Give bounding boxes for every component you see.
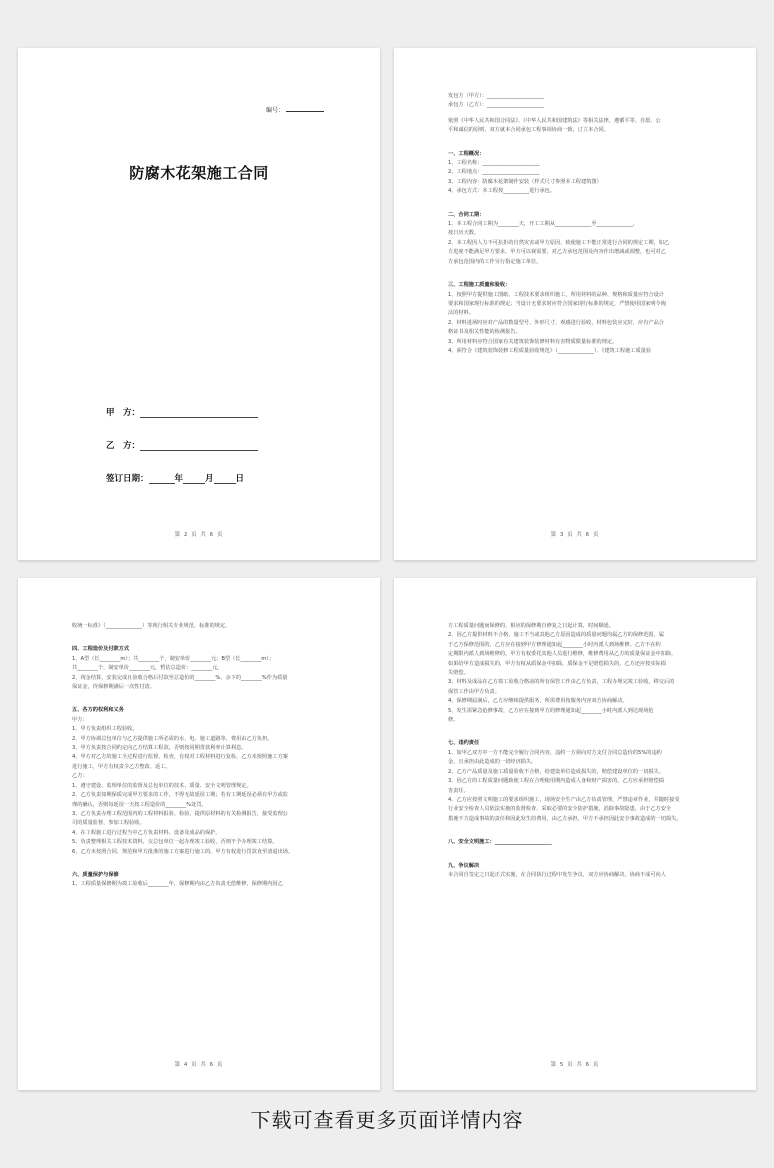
- section-heading: 三、工程施工质量和验收：: [448, 282, 511, 289]
- text-line: 1、遵守建设、监理单位的监督及总包单位的技术、质量、安全文明管理规定。: [72, 782, 252, 789]
- text-line: 如果给甲方造成损失的，甲方有权从质保金中扣除，质保金不足赔偿损失的，乙方还应按实际损: [448, 660, 666, 667]
- text-line: 4、在工程施工进行过程当中乙方负责材料、设备及成品的保护。: [72, 829, 221, 836]
- page-body: [448, 92, 716, 356]
- page-body: [72, 622, 340, 890]
- text-line: 2、材料进场时应对产品的数量型号、外形尺寸、观感进行验收，材料包装应完好，应有产品合: [448, 319, 664, 326]
- text-line: 4、保修期届满后，乙方应继续提供服务，所需费用按服务内容双方协商解决。: [448, 698, 628, 705]
- text-line: 1、工程质量保修期为竣工验收后________年，保修期内由乙方负责无偿维修，保修期内因乙: [72, 881, 283, 888]
- text-line: 2、乙方产品质量及施工质量验收不合格，给建设单位造成损失的，赔偿建设单位的一切损失。: [448, 768, 664, 775]
- text-line: 理的确认，否则每延误一天按工程造价的________%处罚。: [72, 801, 207, 808]
- contract-page-cover: [18, 48, 380, 560]
- text-line: 3、工程内容：防腐木花架制作安装（样式尺寸参照本工程建筑图）: [448, 178, 602, 185]
- text-line: 依照《中华人民共和国合同法》、《中华人民共和国建筑法》等相关法律，遵循平等、自愿、公: [448, 117, 661, 124]
- text-line: 定期限内派人到场维修的，甲方有权委托其他人员进行维修，维修费用从乙方的质量保证金中扣除，: [448, 651, 677, 658]
- page-footer: 第 3 页 共 6 页: [550, 532, 600, 538]
- contract-number: 编号：: [266, 105, 324, 114]
- text-line: 进行施工，甲方有权责令乙方整改、返工。: [72, 763, 171, 770]
- page-footer: 第 4 页 共 6 页: [174, 1062, 224, 1068]
- section-heading: 九、争议解决: [448, 862, 480, 869]
- section-heading: 六、质量保护与保修: [72, 871, 119, 878]
- text-line: 措施不力造成事故的责任和因此发生的费用，由乙方承担，甲方不承担因此安全事故造成的一切损失。: [448, 815, 682, 822]
- section-heading: 五、各方的权利和义务: [72, 707, 124, 714]
- text-line: 失赔偿。: [448, 670, 469, 677]
- text-line: 乙方：: [72, 773, 88, 780]
- text-line: 4、须符合《建筑装饰装修工程质量验收规范》（______________）、《建筑工程施工质量验: [448, 347, 652, 354]
- text-line: 1、本工程合同工期为________天，开工工期从______________至______________，: [448, 221, 639, 228]
- text-line: 方工程质量问题而保修的，相应的保修期自修复之日起计算，时间顺延。: [448, 623, 615, 629]
- text-line: 保证金，待保修期满后一次性付清。: [72, 684, 156, 691]
- text-line: 5、负责整理相关工程技术资料，交总包单位一起办理竣工验收，否则不予办理竣工结算。: [72, 839, 278, 846]
- text-line: 2、甲方协调总包单位与乙方提供施工所必需的水、电、施工道路等，费用由乙方负担。: [72, 735, 273, 742]
- text-line: 1、如甲乙双方中一方不能完全履行合同内容，违约一方须向对方支付合同总造价的5%的违约: [448, 749, 662, 756]
- text-line: 1、A型（长________m）；共________个，制安单价________元；B型（长________m）；: [72, 655, 275, 662]
- section-heading: 八、安全文明施工：______________________: [448, 839, 552, 846]
- text-line: 3、材料及成品在乙方竣工验收合格前的所有保管工作由乙方负责，工程办理完竣工验收，移交后的: [448, 679, 675, 686]
- text-line: 3、乙方负责办理工程范围内的工程材料报验、检验，提供原材料的有关检测报告，接受监理公: [72, 810, 288, 817]
- text-line: 共________个，制安单价________元，暂估总造价：________元。: [72, 665, 223, 672]
- text-line: 1、工程名称：______________________: [448, 160, 540, 167]
- text-line: 承包方（乙方）：______________________: [448, 102, 544, 109]
- text-line: 方进度不能满足甲方要求，甲方可以视需要，对乙方承包范围及内容作出增减或调整，也可对乙: [448, 249, 666, 256]
- text-line: 平和诚信的原则，双方就本合同承包工程事项协商一致，订立本合同。: [448, 127, 609, 134]
- text-line: 行业安全检查人员依法实施的监督检查，采取必要的安全防护措施，消除事故隐患，由于乙方安全: [448, 806, 672, 813]
- text-line: 2、工程地点：______________________: [448, 169, 540, 176]
- text-line: 4、承包方式：本工程按__________进行承包。: [448, 188, 556, 195]
- text-line: 3、甲方负责按合同约定向乙方结算工程款，否则按同期贷款利率计算利息。: [72, 745, 247, 752]
- text-line: 金，且承担由此造成的一切经济损失。: [448, 759, 537, 766]
- contract-page-5: [394, 578, 756, 1090]
- section-heading: 二、合同工期：: [448, 211, 485, 218]
- text-line: 汰的材料。: [448, 310, 474, 317]
- text-line: 甲方：: [72, 716, 88, 723]
- text-line: 于乙方保修范围的，乙方应在接到甲方修理通知起________小时内派人到场维修。乙方不在约: [448, 641, 661, 648]
- download-caption: 下载可查看更多页面详情内容: [250, 1108, 524, 1132]
- text-line: 3、因乙方的工程质量问题致使工程在合理使用期内造成人身和财产损害的，乙方应承担赔偿损: [448, 778, 664, 785]
- section-heading: 四、工程造价及付款方式: [72, 646, 130, 653]
- page-footer: 第 2 页 共 6 页: [174, 532, 224, 538]
- text-line: 害责任。: [448, 787, 469, 794]
- party-b-field: 乙 方：: [106, 439, 258, 451]
- text-line: 2、现金结算，安装完成且验收合格后付款至总造价的________%，余下的________%作为质量: [72, 674, 288, 681]
- party-a-field: 甲 方：: [106, 406, 258, 418]
- text-line: 方承包范围内的工作另行指定施工单位。: [448, 258, 542, 265]
- text-line: 修。: [448, 717, 459, 724]
- text-line: 格证书及相关性能的检测报告。: [448, 329, 521, 336]
- text-line: 本合同自签定之日起正式实施，在合同执行过程中发生争议，双方应协商解决，协商不成可向人: [448, 871, 666, 878]
- section-heading: 一、工程概况：: [448, 150, 485, 157]
- section-heading: 七、违约责任: [448, 740, 480, 747]
- contract-title: 防腐木花架施工合同: [129, 164, 269, 182]
- contract-page-4: [18, 578, 380, 1090]
- text-line: 4、甲方对乙方的施工全过程进行监督、检查，有权对工程材料进行复检，乙方未按照施工方案: [72, 754, 288, 761]
- text-line: 发包方（甲方）：______________________: [448, 93, 544, 99]
- text-line: 2、乙方负责如期保质完成甲方要求的工作，不得无故延误工期；若有工期延误必须有甲方或监: [72, 792, 288, 799]
- text-line: 6、乙方未按照合同、规范和甲方批准的施工方案进行施工的，甲方有权进行罚款直至清退出场。: [72, 848, 294, 855]
- text-line: 要求和国家现行标准的规定；当设计无要求时应符合国家现行标准的规定，严禁使用国家明令淘: [448, 300, 666, 307]
- text-line: 2、因乙方提供材料不合格，施工不当或其他乙方原因造成的质量问题均属乙方的保修范围，属: [448, 632, 664, 639]
- page-body: [448, 622, 716, 880]
- text-line: 收统一标准》（______________）等现行相关专业规范、标准的规定。: [72, 623, 231, 629]
- text-line: 4、乙方应按照文明施工的要求组织施工，现场安全生产由乙方负责管理，严禁违章作业，并随时接受: [448, 796, 680, 803]
- text-line: 2、本工程因人力不可抗拒的自然灾害或甲方原因，致使施工不能正常进行合同的规定工期，如乙: [448, 239, 670, 246]
- text-line: 3、所用材料应符合国家有关建筑装饰装修材料有害物质限量标准的规定。: [448, 338, 618, 345]
- text-line: 1、按照甲方提供施工图纸、工程技术要求组织施工，所用材料的品种、规格和质量应符合设计: [448, 291, 664, 298]
- text-line: 按日历天数。: [448, 230, 480, 237]
- page-footer: 第 5 页 共 6 页: [550, 1062, 600, 1068]
- text-line: 保管工作由甲方负责。: [448, 688, 500, 695]
- text-line: 1、甲方负责组织工程验收。: [72, 726, 138, 733]
- text-line: 司的质量监督，参加工程验收。: [72, 820, 145, 827]
- contract-page-3: [394, 48, 756, 560]
- text-line: 5、发生需紧急抢修事故，乙方应在接到甲方的修理通知起________小时内派人到达现场抢: [448, 707, 654, 714]
- sign-date-field: 签订日期： 年 月 日: [106, 474, 245, 484]
